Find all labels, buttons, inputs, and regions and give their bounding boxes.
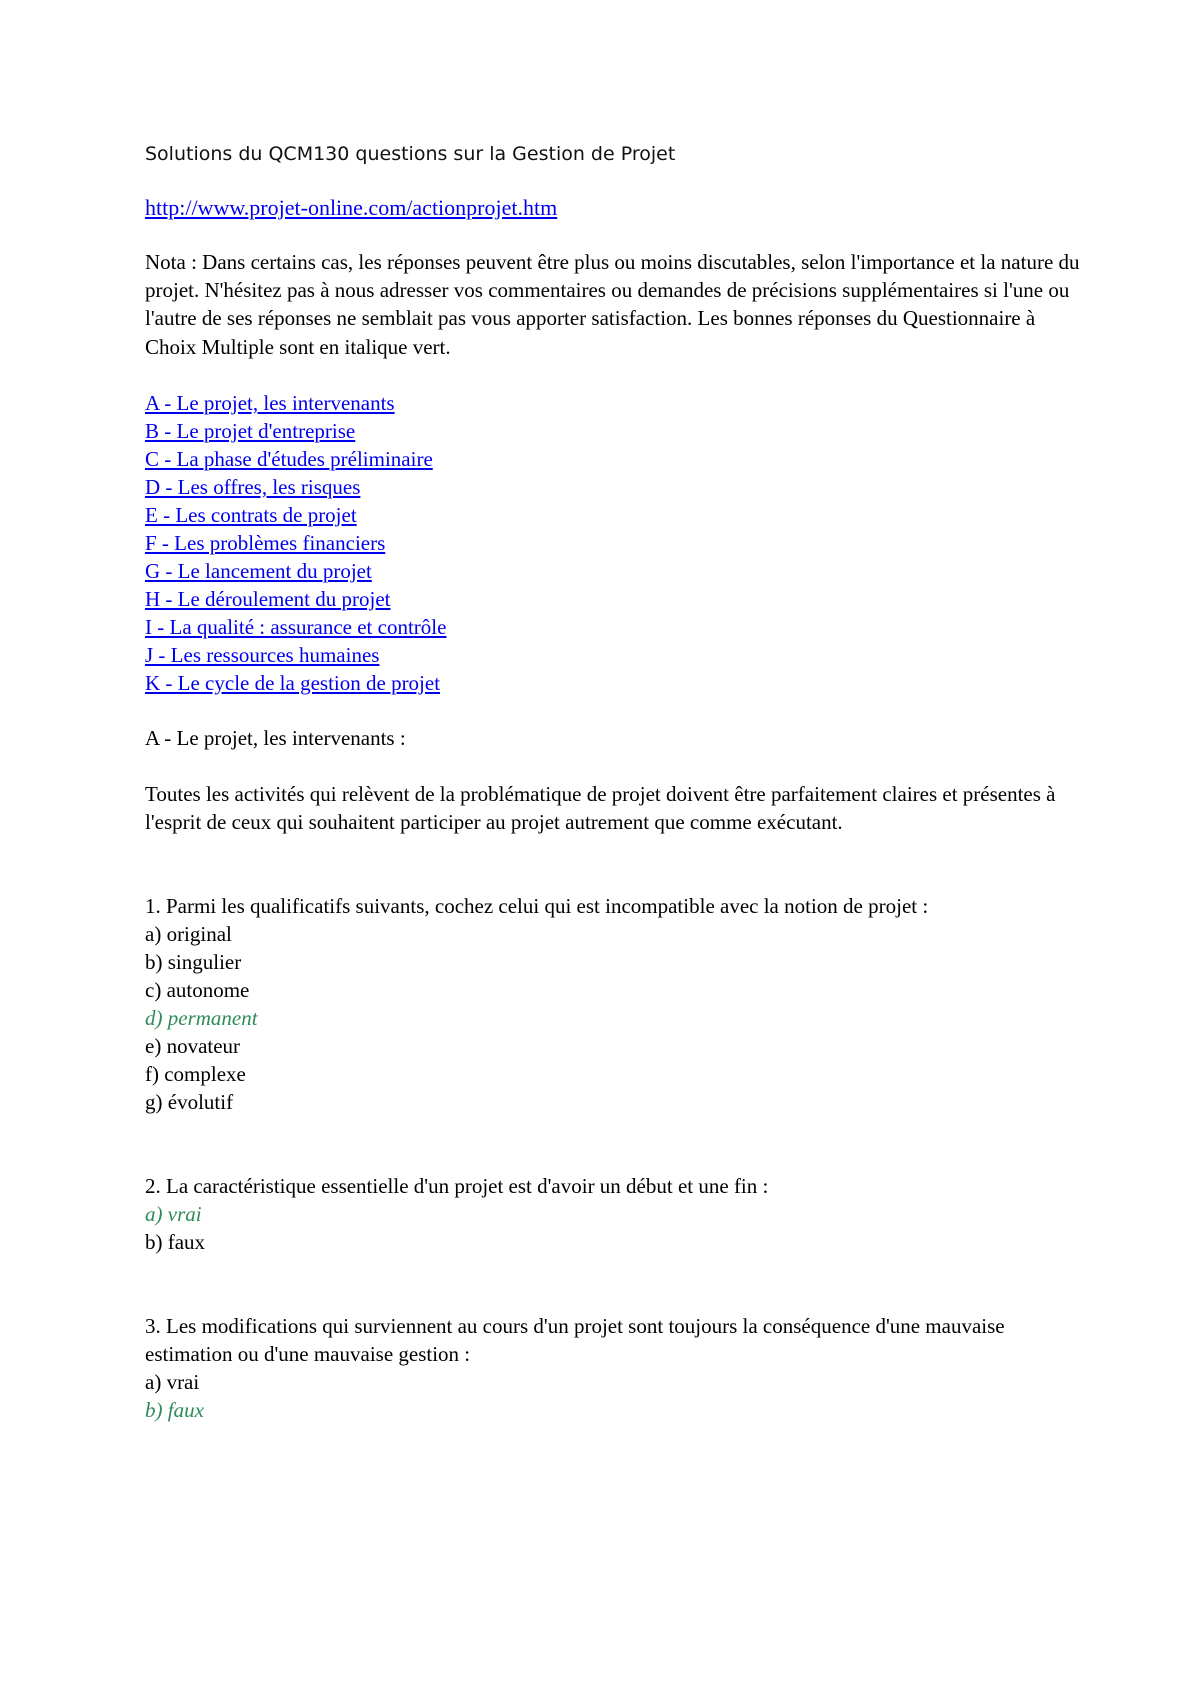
toc-link-k[interactable]: K - Le cycle de la gestion de projet bbox=[145, 670, 441, 695]
answer-option: f) complexe bbox=[145, 1062, 246, 1087]
toc-item-f bbox=[145, 529, 1085, 557]
answer-option: c) autonome bbox=[145, 978, 250, 1003]
question-text: 1. Parmi les qualificatifs suivants, cochez celui qui est incompatible avec la notion de projet : bbox=[145, 894, 929, 919]
toc-link-i[interactable]: I - La qualité : assurance et contrôle bbox=[145, 614, 447, 639]
correct-answer-option: b) faux bbox=[145, 1398, 204, 1423]
correct-answer-option: d) permanent bbox=[145, 1006, 258, 1031]
toc-item-g bbox=[145, 557, 1085, 585]
answer-options bbox=[145, 920, 1085, 1116]
intro-note: Nota : Dans certains cas, les réponses peuvent être plus ou moins discutables, selon l'importance et la nature du projet. N'hésitez pas à nous adresser vos commentaires ou demandes de précisions supplémentaires si l'une ou l'autre de ses réponses ne semblait pas vous apporter satisfaction. Les bonnes réponses du Questionnaire à Choix Multiple sont en italique vert. bbox=[145, 250, 1080, 359]
toc-link-d[interactable]: D - Les offres, les risques bbox=[145, 474, 361, 499]
document-page bbox=[145, 140, 1085, 1480]
toc-item-i bbox=[145, 613, 1085, 641]
toc-link-g[interactable]: G - Le lancement du projet bbox=[145, 558, 372, 583]
toc-item-c bbox=[145, 445, 1085, 473]
answer-option: e) novateur bbox=[145, 1034, 241, 1059]
source-url-link[interactable]: http://www.projet-online.com/actionprojet.htm bbox=[145, 195, 558, 220]
answer-option: a) vrai bbox=[145, 1370, 200, 1395]
toc-item-b bbox=[145, 417, 1085, 445]
question-text: 3. Les modifications qui surviennent au cours d'un projet sont toujours la conséquence d'une mauvaise estimation ou d'une mauvaise gestion : bbox=[145, 1314, 1005, 1367]
answer-options bbox=[145, 1368, 1085, 1424]
toc-link-c[interactable]: C - La phase d'études préliminaire bbox=[145, 446, 433, 471]
toc-link-h[interactable]: H - Le déroulement du projet bbox=[145, 586, 391, 611]
toc-item-j bbox=[145, 641, 1085, 669]
section-a-heading: A - Le projet, les intervenants : bbox=[145, 725, 406, 750]
answer-option: a) original bbox=[145, 922, 232, 947]
toc-item-a bbox=[145, 389, 1085, 417]
question-2 bbox=[145, 1172, 1085, 1256]
toc-link-e[interactable]: E - Les contrats de projet bbox=[145, 502, 357, 527]
section-a-intro: Toutes les activités qui relèvent de la problématique de projet doivent être parfaitement claires et présentes à l'esprit de ceux qui souhaitent participer au projet autrement que comme exécutant. bbox=[145, 781, 1056, 835]
question-text: 2. La caractéristique essentielle d'un projet est d'avoir un début et une fin : bbox=[145, 1174, 769, 1199]
toc-link-f[interactable]: F - Les problèmes financiers bbox=[145, 530, 386, 555]
toc-link-a[interactable]: A - Le projet, les intervenants bbox=[145, 390, 395, 415]
toc-item-h bbox=[145, 585, 1085, 613]
answer-option: g) évolutif bbox=[145, 1090, 234, 1115]
source-url-paragraph bbox=[145, 194, 1085, 222]
toc-link-b[interactable]: B - Le projet d'entreprise bbox=[145, 418, 356, 443]
question-3 bbox=[145, 1312, 1085, 1424]
answer-option: b) faux bbox=[145, 1230, 206, 1255]
table-of-contents bbox=[145, 389, 1085, 697]
correct-answer-option: a) vrai bbox=[145, 1202, 202, 1227]
answer-options bbox=[145, 1200, 1085, 1256]
toc-item-e bbox=[145, 501, 1085, 529]
toc-link-j[interactable]: J - Les ressources humaines bbox=[145, 642, 380, 667]
page-title: Solutions du QCM130 questions sur la Gestion de Projet bbox=[145, 143, 676, 165]
toc-item-k bbox=[145, 669, 1085, 697]
toc-item-d bbox=[145, 473, 1085, 501]
question-1 bbox=[145, 892, 1085, 1116]
answer-option: b) singulier bbox=[145, 950, 242, 975]
